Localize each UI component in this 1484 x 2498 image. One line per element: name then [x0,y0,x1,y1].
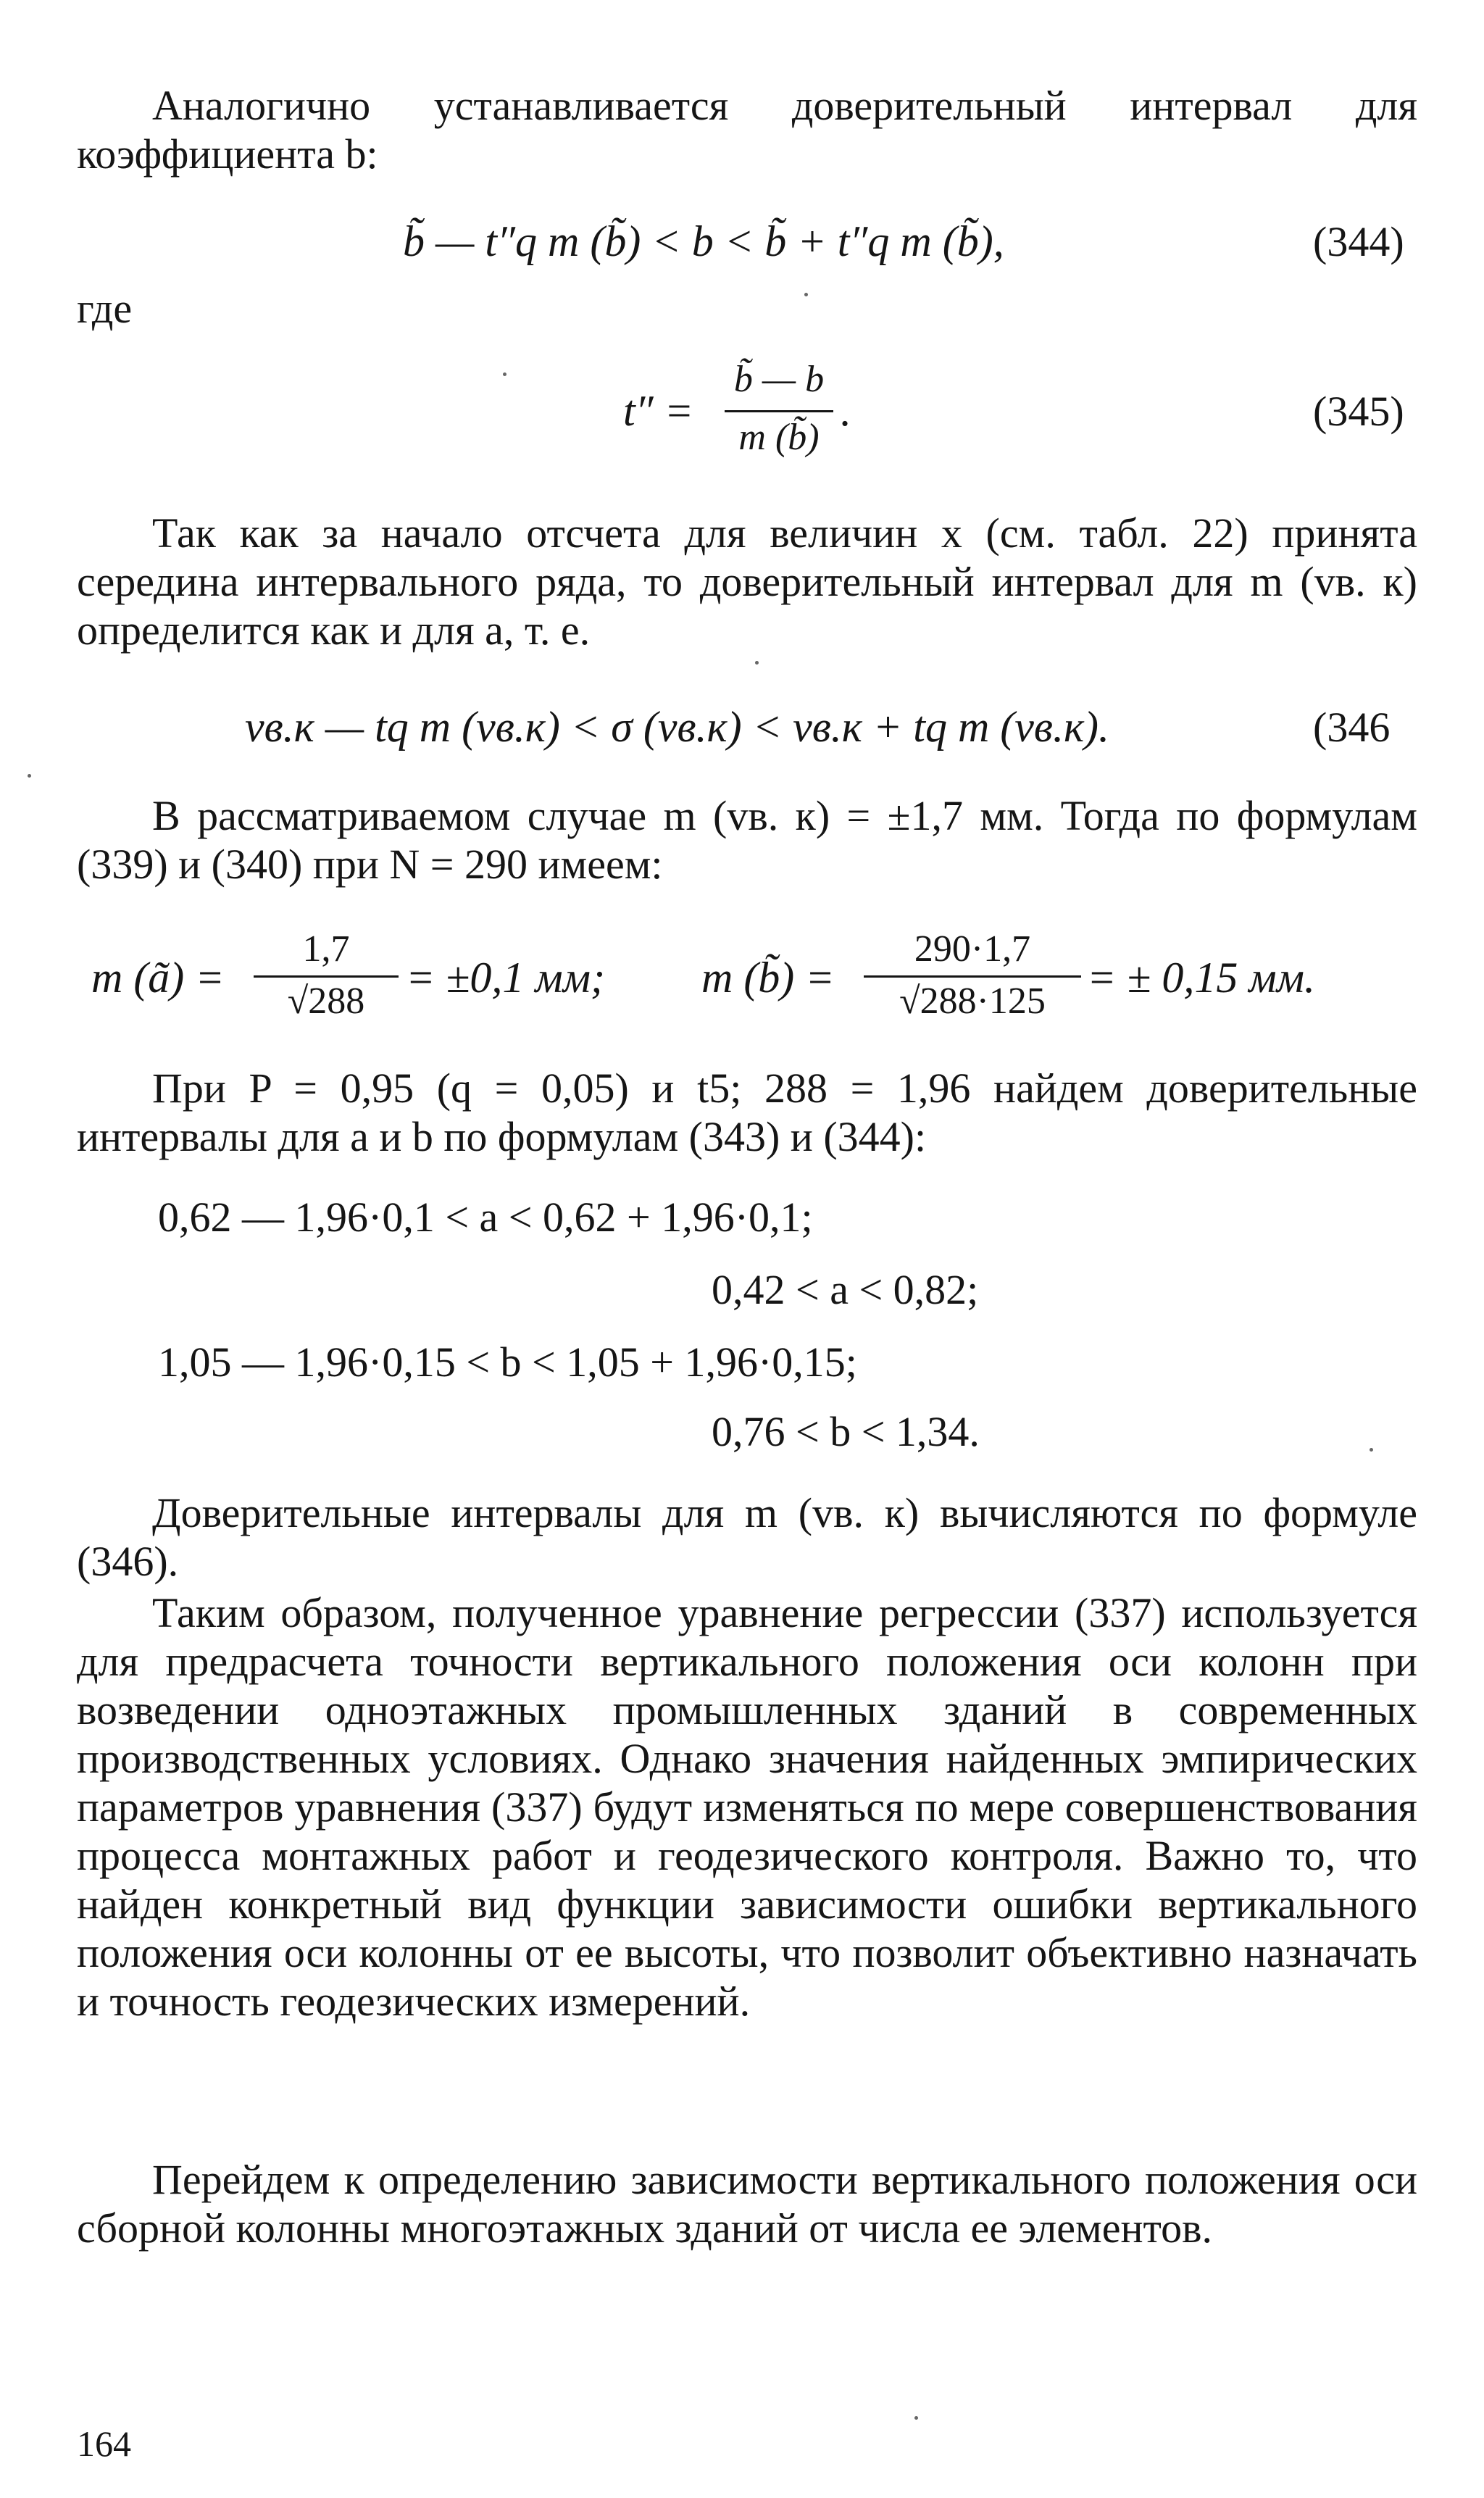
mb-numerator: 290·1,7 [914,928,1031,970]
mb-fraction-bar [864,975,1081,978]
paragraph-case: В рассматриваемом случае m (vв. к) = ±1,7 мм. Тогда по формулам (339) и (340) при N = 290 имеем: [77,792,1417,888]
paragraph-next-topic: Перейдем к определению зависимости вертикального положения оси сборной колонны многоэтажных зданий от числа ее элементов. [77,2156,1417,2252]
equation-number-346: (346 [1313,704,1391,751]
equation-345-lhs: t″ = [623,387,694,435]
paragraph-intro: Аналогично устанавливается доверительный интервал для коэффициента b: [77,82,1417,178]
equation-345-denominator: m (b̃) [738,417,820,458]
mb-result: = ± 0,15 мм. [1087,954,1315,1002]
paragraph-formula-346: Доверительные интервалы для m (vв. к) вычисляются по формуле (346). [77,1489,1417,1585]
print-speck [755,661,759,665]
print-speck [1370,1448,1373,1452]
ma-denominator: √288 [287,981,365,1022]
interval-b-result: 0,76 < b < 1,34. [712,1408,980,1455]
where-word: где [77,285,133,332]
equation-344: b̃ — t″q m (b̃) < b < b̃ + t″q m (b̃), [403,217,1004,265]
mb-lhs: m (b̃) = [701,954,835,1002]
print-speck [804,293,808,296]
page-number: 164 [77,2423,131,2464]
equation-number-345: (345) [1313,388,1404,435]
ma-result: = ±0,1 мм; [406,954,605,1002]
ma-fraction-bar [254,975,399,978]
equation-345-numerator: b̃ — b [733,359,825,400]
ma-numerator: 1,7 [302,928,350,970]
mb-denominator: √288·125 [899,981,1046,1022]
paragraph-confidence: При P = 0,95 (q = 0,05) и t5; 288 = 1,96 найдем доверительные интервалы для a и b по формулам (343) и (344): [77,1065,1417,1160]
equation-346: vв.к — tq m (vв.к) < σ (vв.к) < vв.к + tq m (vв.к). [245,703,1109,751]
paragraph-regression: Таким образом, полученное уравнение регрессии (337) используется для предрасчета точности вертикального положения оси колонн при возведении одноэтажных промышленных зданий в современных производственных условиях. Однако значения найденных эмпирических параметров уравнения (337) будут изменяться по мере совершенствования процесса монтажных работ и геодезического контроля. Важно то, что найден конкретный вид функции зависимости ошибки вертикального положения оси колонны от ее высоты, что позволит объективно назначать и точность геодезических измерений. [77,1589,1417,2025]
interval-b-expression: 1,05 — 1,96·0,15 < b < 1,05 + 1,96·0,15; [158,1338,857,1386]
interval-a-result: 0,42 < a < 0,82; [712,1266,979,1313]
equation-number-344: (344) [1313,218,1404,265]
ma-lhs: m (ã) = [91,954,225,1002]
print-speck [914,2416,918,2420]
paragraph-interval-origin: Так как за начало отсчета для величин x (см. табл. 22) принята середина интервального ряда, то доверительный интервал для m (vв. к) определится как и для a, т. е. [77,509,1417,654]
equation-345-fraction-bar [725,410,833,412]
interval-a-expression: 0,62 — 1,96·0,1 < a < 0,62 + 1,96·0,1; [158,1194,813,1241]
print-speck [503,372,507,376]
print-speck [28,774,31,778]
equation-345-period: . [841,387,851,435]
